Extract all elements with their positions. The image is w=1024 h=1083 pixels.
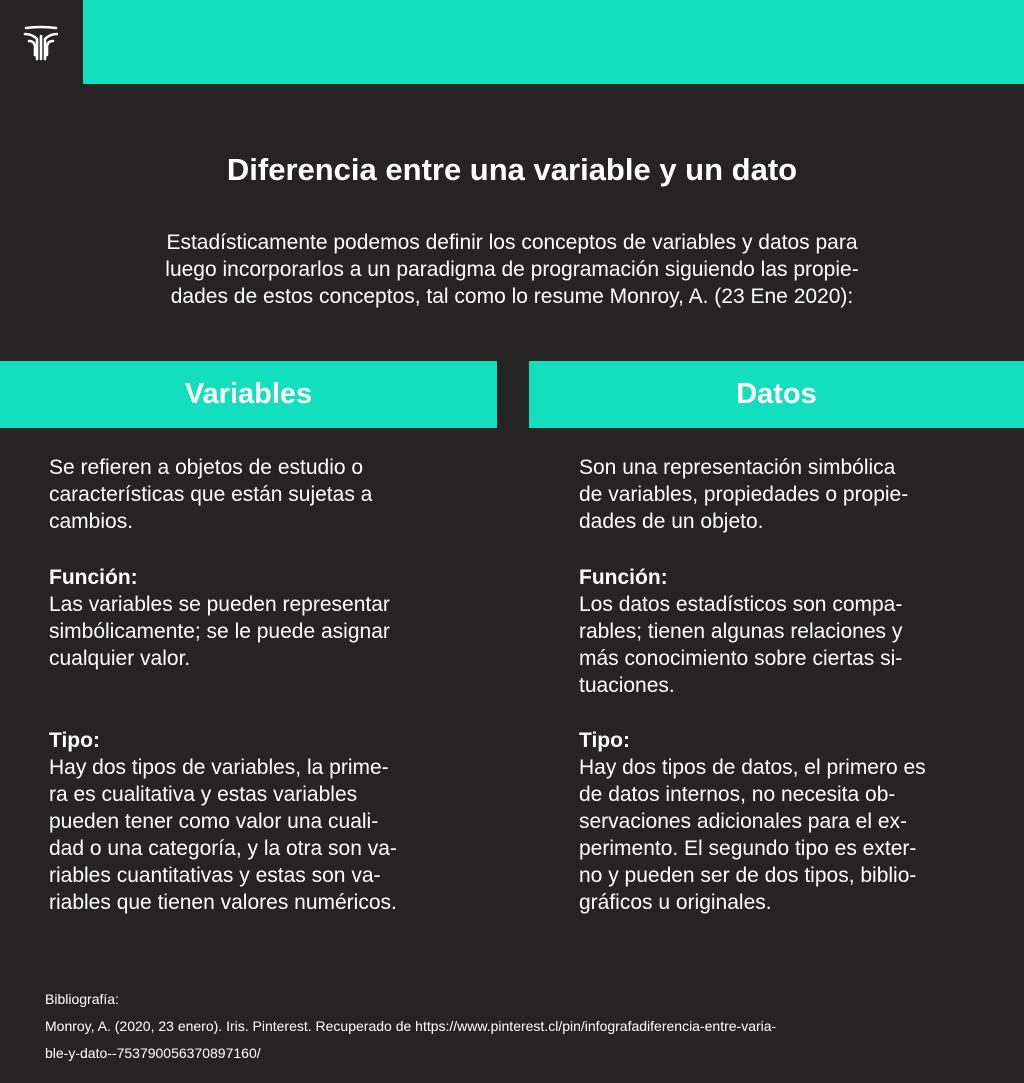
text-line: riables cuantitativas y estas son va-: [49, 864, 381, 887]
bibliography-line: ble-y-dato--753790056370897160/: [45, 1045, 261, 1061]
text-line: Los datos estadísticos son compa-: [579, 593, 903, 616]
text-line: gráficos u originales.: [579, 891, 772, 914]
text-line: características que están sujetas a: [49, 483, 373, 506]
text-line: no y pueden ser de dos tipos, biblio-: [579, 864, 917, 887]
text-line: servaciones adicionales para el ex-: [579, 810, 908, 833]
text-line: de variables, propiedades o propie-: [579, 483, 909, 506]
wheat-fan-logo-icon: [22, 24, 60, 62]
text-line: rables; tienen algunas relaciones y: [579, 620, 903, 643]
bibliography: [45, 986, 1005, 1067]
variables-description: [49, 454, 469, 535]
text-line: Hay dos tipos de variables, la prime-: [49, 756, 389, 779]
datos-type: [579, 727, 999, 916]
intro-line: Estadísticamente podemos definir los conceptos de variables y datos para: [166, 231, 858, 254]
text-line: Hay dos tipos de datos, el primero es: [579, 756, 926, 779]
variables-header: [0, 361, 497, 428]
variables-type: [49, 727, 469, 916]
datos-function-label: Función:: [579, 566, 668, 589]
text-line: cualquier valor.: [49, 647, 191, 670]
text-line: cambios.: [49, 510, 134, 533]
text-line: más conocimiento sobre ciertas si-: [579, 647, 903, 670]
text-line: de datos internos, no necesita ob-: [579, 783, 896, 806]
text-line: perimento. El segundo tipo es exter-: [579, 837, 917, 860]
datos-function: [579, 564, 999, 699]
datos-header-label: Datos: [736, 378, 817, 410]
text-line: simbólicamente; se le puede asignar: [49, 620, 390, 643]
bibliography-line: Monroy, A. (2020, 23 enero). Iris. Pinterest. Recuperado de https://www.pinterest.cl/pin/infografadiferencia-entre-varia-: [45, 1018, 777, 1034]
text-line: riables que tienen valores numéricos.: [49, 891, 397, 914]
bibliography-label: Bibliografía:: [45, 991, 119, 1007]
datos-type-label: Tipo:: [579, 729, 630, 752]
page-title: Diferencia entre una variable y un dato: [226, 152, 798, 187]
intro-line: luego incorporarlos a un paradigma de programación siguiendo las propie-: [165, 258, 859, 281]
text-line: Las variables se pueden representar: [49, 593, 390, 616]
text-line: Se refieren a objetos de estudio o: [49, 456, 364, 479]
datos-description: [579, 454, 999, 535]
text-line: tuaciones.: [579, 674, 675, 697]
text-line: Son una representación simbólica: [579, 456, 896, 479]
text-line: dad o una categoría, y la otra son va-: [49, 837, 397, 860]
top-accent-band: [83, 0, 1024, 84]
variables-function: [49, 564, 469, 672]
text-line: ra es cualitativa y estas variables: [49, 783, 358, 806]
variables-function-label: Función:: [49, 566, 138, 589]
text-line: dades de un objeto.: [579, 510, 764, 533]
text-line: pueden tener como valor una cuali-: [49, 810, 379, 833]
variables-type-label: Tipo:: [49, 729, 100, 752]
intro-paragraph: [100, 229, 924, 310]
datos-header: [529, 361, 1024, 428]
intro-line: dades de estos conceptos, tal como lo resume Monroy, A. (23 Ene 2020):: [170, 285, 854, 308]
variables-header-label: Variables: [184, 378, 313, 410]
